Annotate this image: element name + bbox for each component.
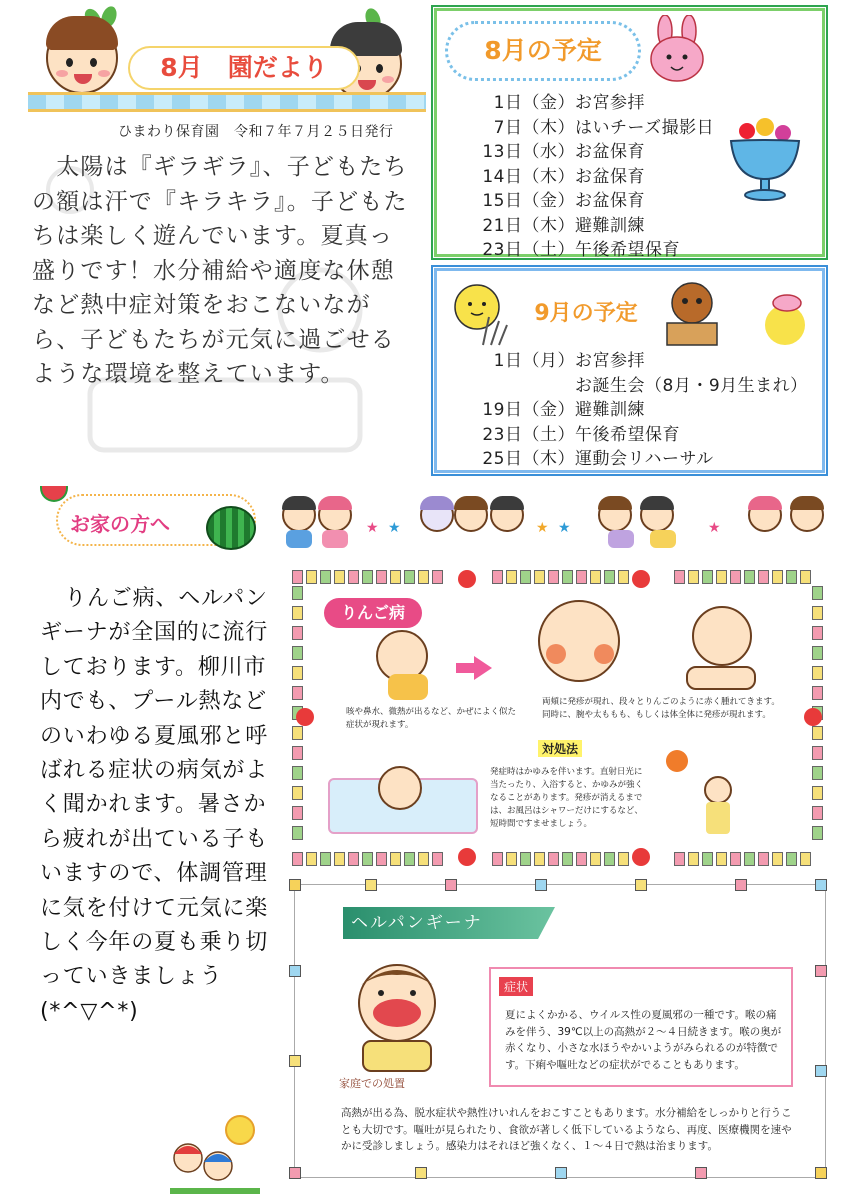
symptom-box	[489, 967, 793, 1087]
august-event-list	[449, 91, 714, 263]
symptom-text: 夏によくかかる、ウイルス性の夏風邪の一種です。喉の痛みを伴う、39℃以上の高熱が２～４日続きます。喉の奥が赤くなり、小さな水ほうやかいようがみられるのが特徴です。下痢や嘔吐などの症状がでることもあります。	[505, 1009, 782, 1071]
event-row: 13日（水）お盆保育	[482, 142, 645, 162]
star-icon: ★	[558, 520, 571, 536]
home-care-text: 高熱が出る為、脱水症状や熱性けいれんをおこすこともあります。水分補給をしっかりと行うことも大切です。嘔吐が見られたり、食欲が著しく低下しているようなら、再度、医療機関を速やかに受診しましょう。感染力はそれほど強くなく、１～４日で熱は治まります。	[341, 1107, 792, 1152]
event-row: 7日（木）はいチーズ撮影日	[493, 117, 715, 138]
ringo-disease-panel	[292, 570, 826, 868]
corner-square	[289, 1167, 301, 1179]
corner-square	[735, 879, 747, 891]
newsletter-header	[28, 8, 426, 116]
herpangina-panel	[294, 884, 826, 1178]
august-schedule-box	[431, 5, 828, 260]
event-row: 25日（木）運動会リハーサル	[482, 449, 714, 469]
child-body	[686, 666, 756, 690]
corner-square	[815, 1065, 827, 1077]
corner-square	[695, 1167, 707, 1179]
family-section-label	[34, 486, 266, 558]
newsletter-title: 8月 園だより	[128, 46, 360, 90]
arrow-right-icon	[474, 656, 492, 680]
corner-square	[635, 879, 647, 891]
september-title-bubble	[511, 287, 661, 341]
checker-border	[492, 852, 632, 866]
girl-illustration	[46, 22, 118, 94]
family-label-text: お家の方へ	[70, 512, 170, 536]
corner-square	[365, 879, 377, 891]
corner-square	[445, 879, 457, 891]
event-row: 1日（金）お宮参拝	[493, 93, 645, 113]
corner-square	[289, 879, 301, 891]
corner-square	[815, 879, 827, 891]
child-body	[286, 530, 312, 548]
corner-square	[815, 965, 827, 977]
event-row: 23日（土）午後希望保育	[482, 240, 680, 260]
checker-border	[674, 570, 814, 584]
ringo-care-text: 発症時はかゆみを伴います。直射日光に当たったり、入浴すると、かゆみが強くなることがあります。発疹が消えるまでは、お風呂はシャワーだけにするなど、短時間ですませましょう。	[490, 767, 644, 829]
corner-square	[415, 1167, 427, 1179]
child-illustration	[318, 498, 352, 532]
intro-paragraph: 太陽は『ギラギラ』、子どもたちの額は汗で『キラキラ』。子どもたちは楽しく遊んでいます。夏真っ盛りです！水分補給や適度な休憩など熱中症対策をおこないながら、子どもたちが元気に過ごせるような環境を整えています。	[32, 154, 408, 387]
child-illustration	[598, 498, 632, 532]
pool-decoration	[28, 92, 426, 112]
symptom-label: 症状	[499, 977, 533, 996]
child-illustration	[490, 498, 524, 532]
child-body	[650, 530, 676, 548]
sun-child-illustration	[704, 776, 732, 804]
ghost-illustration	[420, 498, 454, 532]
apple-icon	[632, 570, 650, 588]
apple-icon	[458, 570, 476, 588]
child-illustration	[640, 498, 674, 532]
corner-square	[289, 1055, 301, 1067]
event-row: 15日（金）お盆保育	[482, 191, 645, 211]
checker-border	[492, 570, 632, 584]
checker-border	[674, 852, 814, 866]
event-row: 23日（土）午後希望保育	[482, 424, 680, 445]
september-schedule-box	[431, 265, 828, 476]
september-event-list	[449, 349, 808, 472]
checker-border	[292, 852, 446, 866]
ringo-title: りんご病	[324, 598, 422, 628]
running-kids-icon	[160, 1110, 270, 1196]
fruit-parfait-icon	[725, 113, 805, 203]
tanuki-icon	[657, 277, 727, 349]
august-title-bubble	[445, 21, 641, 81]
herpangina-title: ヘルパンギーナ	[351, 913, 483, 933]
apple-icon	[632, 848, 650, 866]
red-cheek-child-illustration	[538, 600, 620, 682]
moon-face-icon	[443, 277, 513, 347]
child-illustration	[790, 498, 824, 532]
apple-icon	[296, 708, 314, 726]
child-body	[322, 530, 348, 548]
corner-square	[815, 1167, 827, 1179]
corner-square	[555, 1167, 567, 1179]
child-body	[608, 530, 634, 548]
ringo-early-symptoms: 咳や鼻水、微熱が出るなど、かぜによく似た症状が現れます。	[346, 707, 517, 730]
event-row: 14日（木）お盆保育	[482, 166, 645, 187]
august-title: 8月の予定	[484, 36, 602, 65]
event-row: 21日（木）避難訓練	[482, 215, 645, 236]
star-icon: ★	[388, 520, 401, 536]
checker-border	[292, 570, 446, 584]
rabbit-moon-icon	[753, 285, 817, 349]
sick-child-illustration	[335, 955, 465, 1075]
family-message: りんご病、ヘルパンギーナが全国的に流行しております。柳川市内でも、プール熱などのいわゆる夏風邪と呼ばれる症状の病気がよく聞かれます。暑さから疲れが出ている子もいますので、体調管理に気を付けて元気に楽しく今年の夏も乗り切っていきましょう(*^▽^*)	[40, 586, 269, 1024]
home-care-label: 家庭での処置	[339, 1077, 405, 1090]
sun-icon	[666, 750, 688, 772]
event-row: 19日（金）避難訓練	[482, 400, 645, 420]
rabbit-icon	[639, 15, 719, 91]
bathing-child-illustration	[378, 766, 422, 810]
event-row: お誕生会（8月・9月生まれ）	[575, 375, 808, 396]
star-icon: ★	[708, 520, 721, 536]
apple-icon	[804, 708, 822, 726]
apple-icon	[458, 848, 476, 866]
child-body	[388, 674, 428, 700]
child-body	[706, 802, 730, 834]
corner-square	[535, 879, 547, 891]
child-illustration	[282, 498, 316, 532]
ringo-care-label: 対処法	[538, 740, 582, 757]
event-row: 1日（月）お宮参拝	[493, 351, 645, 371]
rash-child-illustration	[692, 606, 752, 666]
star-icon: ★	[536, 520, 549, 536]
child-illustration	[748, 498, 782, 532]
watermelon-icon	[206, 506, 256, 550]
star-icon: ★	[366, 520, 379, 536]
publisher-line: ひまわり保育園 令和７年７月２５日発行	[118, 124, 394, 140]
ringo-later-symptoms: 両頬に発疹が現れ、段々とりんごのように赤く腫れてきます。同時に、腕や太ももも、もしくは体全体に発疹が現れます。	[542, 697, 780, 720]
child-illustration	[454, 498, 488, 532]
september-title: 9月の予定	[534, 301, 638, 326]
corner-square	[289, 965, 301, 977]
arrow-stem	[456, 663, 476, 673]
